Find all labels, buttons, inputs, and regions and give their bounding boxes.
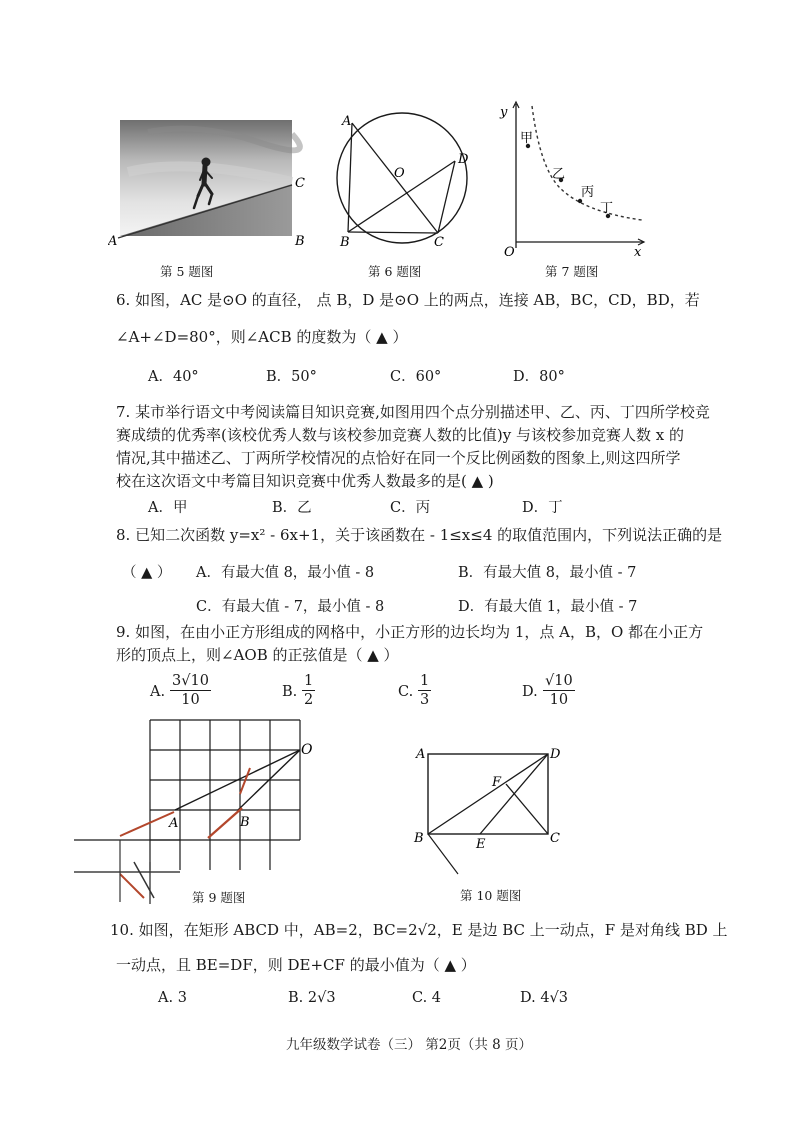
figure-9-caption: 第 9 题图 xyxy=(192,890,246,905)
q9-option-d-denominator: 10 xyxy=(549,692,569,708)
q8-option-a: A．有最大值 8，最小值 - 8 xyxy=(196,565,375,581)
q9-stem-line2: 形的顶点上，则∠AOB 的正弦值是（ ▲ ） xyxy=(116,646,399,664)
fig9-label-a: A xyxy=(169,816,179,831)
fig7-x-label: x xyxy=(634,245,642,258)
figure-5-caption: 第 5 题图 xyxy=(160,264,214,279)
q7-stem-line3: 情况,其中描述乙、丁两所学校情况的点恰好在同一个反比例函数的图象上,则这四所学 xyxy=(116,449,681,467)
q7-stem-line4: 校在这次语文中考篇目知识竞赛中优秀人数最多的是( ▲ ) xyxy=(116,472,494,490)
q9-option-d-numerator: √10 xyxy=(545,673,573,689)
q10-option-b: B. 2√3 xyxy=(288,990,336,1006)
fig6-label-c: C xyxy=(434,235,444,250)
fig10-label-c: C xyxy=(550,831,560,846)
q6-stem-line2: ∠A+∠D=80°，则∠ACB 的度数为（ ▲ ） xyxy=(116,328,408,346)
q8-stem-line1: 8. 已知二次函数 y=x² - 6x+1，关于该函数在 - 1≤x≤4 的取值范围内，下列说法正确的是 xyxy=(116,526,723,544)
q9-option-b-numerator: 1 xyxy=(304,673,314,689)
q9-option-c-letter: C. xyxy=(398,684,414,700)
fig6-label-a: A xyxy=(342,114,352,129)
fig7-point-yi: 乙 xyxy=(552,167,566,182)
q9-option-a-fraction xyxy=(170,672,211,709)
page-footer: 九年级数学试卷（三） 第2页（共 8 页） xyxy=(286,1037,533,1053)
figure-5 xyxy=(108,112,308,252)
q8-answer-prefix: （ ▲ ） xyxy=(122,565,172,581)
q9-option-d-fraction xyxy=(543,672,575,709)
fig6-label-d: D xyxy=(458,152,469,167)
fig7-y-label: y xyxy=(500,105,508,120)
q7-option-b: B．乙 xyxy=(272,500,312,516)
q9-option-b-denominator: 2 xyxy=(304,692,314,708)
q7-option-c: C．丙 xyxy=(390,500,431,516)
q9-option-a-numerator: 3√10 xyxy=(172,673,209,689)
figure-7-graph xyxy=(494,98,650,258)
figure-7-caption: 第 7 题图 xyxy=(545,264,599,279)
q10-option-d: D. 4√3 xyxy=(520,990,569,1006)
fig10-label-f: F xyxy=(492,775,502,790)
fig6-label-b: B xyxy=(340,235,350,250)
q7-option-d: D．丁 xyxy=(522,500,563,516)
q9-stem-line1: 9. 如图，在由小正方形组成的网格中，小正方形的边长均为 1，点 A，B，O 都在小正方 xyxy=(116,623,704,641)
fig10-label-e: E xyxy=(476,837,486,852)
q7-option-a: A．甲 xyxy=(148,500,188,516)
q9-option-a-letter: A. xyxy=(150,684,166,700)
fig6-label-o: O xyxy=(394,166,405,181)
q7-stem-line1: 7. 某市举行语文中考阅读篇目知识竞赛,如图用四个点分别描述甲、乙、丙、丁四所学校竞 xyxy=(116,403,710,421)
fig7-point-ding: 丁 xyxy=(600,201,614,216)
fig7-origin-label: O xyxy=(504,245,515,258)
fig10-label-d: D xyxy=(550,747,561,762)
fig9-label-b: B xyxy=(240,815,250,830)
q10-option-c: C. 4 xyxy=(412,990,442,1006)
fig5-label-c: C xyxy=(295,176,305,191)
fig5-label-a: A xyxy=(108,234,118,249)
figure-5-photo xyxy=(108,112,308,252)
q9-option-b-fraction xyxy=(302,672,315,709)
fig7-point-jia: 甲 xyxy=(520,131,534,146)
q8-option-c: C．有最大值 - 7，最小值 - 8 xyxy=(196,599,385,615)
q10-stem-line1: 10. 如图，在矩形 ABCD 中，AB=2，BC=2√2，E 是边 BC 上一动点，F 是对角线 BD 上 xyxy=(110,921,728,939)
figure-7 xyxy=(494,98,650,258)
q9-option-c-numerator: 1 xyxy=(420,673,430,689)
fig5-label-b: B xyxy=(295,234,305,249)
q6-option-a: A．40° xyxy=(148,369,199,385)
figure-9 xyxy=(74,712,324,912)
figure-6-caption: 第 6 题图 xyxy=(368,264,422,279)
figure-6 xyxy=(330,105,478,253)
figure-6-diagram xyxy=(330,105,478,253)
q9-option-c-denominator: 3 xyxy=(420,692,430,708)
q10-stem-line2: 一动点，且 BE=DF，则 DE+CF 的最小值为（ ▲ ） xyxy=(116,956,476,974)
q6-option-c: C．60° xyxy=(390,369,442,385)
q10-option-a: A. 3 xyxy=(158,990,187,1006)
figure-9-grid xyxy=(74,712,324,912)
q6-option-b: B．50° xyxy=(266,369,317,385)
q8-option-d: D．有最大值 1，最小值 - 7 xyxy=(458,599,638,615)
fig10-label-a: A xyxy=(416,747,426,762)
fig7-point-bing: 丙 xyxy=(581,185,595,200)
q9-option-d-letter: D. xyxy=(522,684,538,700)
figure-10 xyxy=(410,740,570,880)
q9-option-a-denominator: 10 xyxy=(181,692,200,708)
figure-10-caption: 第 10 题图 xyxy=(460,888,522,903)
q6-stem-line1: 6. 如图，AC 是⊙O 的直径， 点 B，D 是⊙O 上的两点，连接 AB，BC，CD，BD，若 xyxy=(116,291,700,309)
q9-option-b-letter: B. xyxy=(282,684,298,700)
fig10-label-b: B xyxy=(414,831,424,846)
q7-stem-line2: 赛成绩的优秀率(该校优秀人数与该校参加竞赛人数的比值)y 与该校参加竞赛人数 x 的 xyxy=(116,426,684,444)
q9-option-c-fraction xyxy=(418,672,431,709)
figure-10-diagram xyxy=(410,740,570,880)
fig9-label-o: O xyxy=(301,742,313,758)
q6-option-d: D．80° xyxy=(513,369,565,385)
q8-option-b: B．有最大值 8，最小值 - 7 xyxy=(458,565,637,581)
